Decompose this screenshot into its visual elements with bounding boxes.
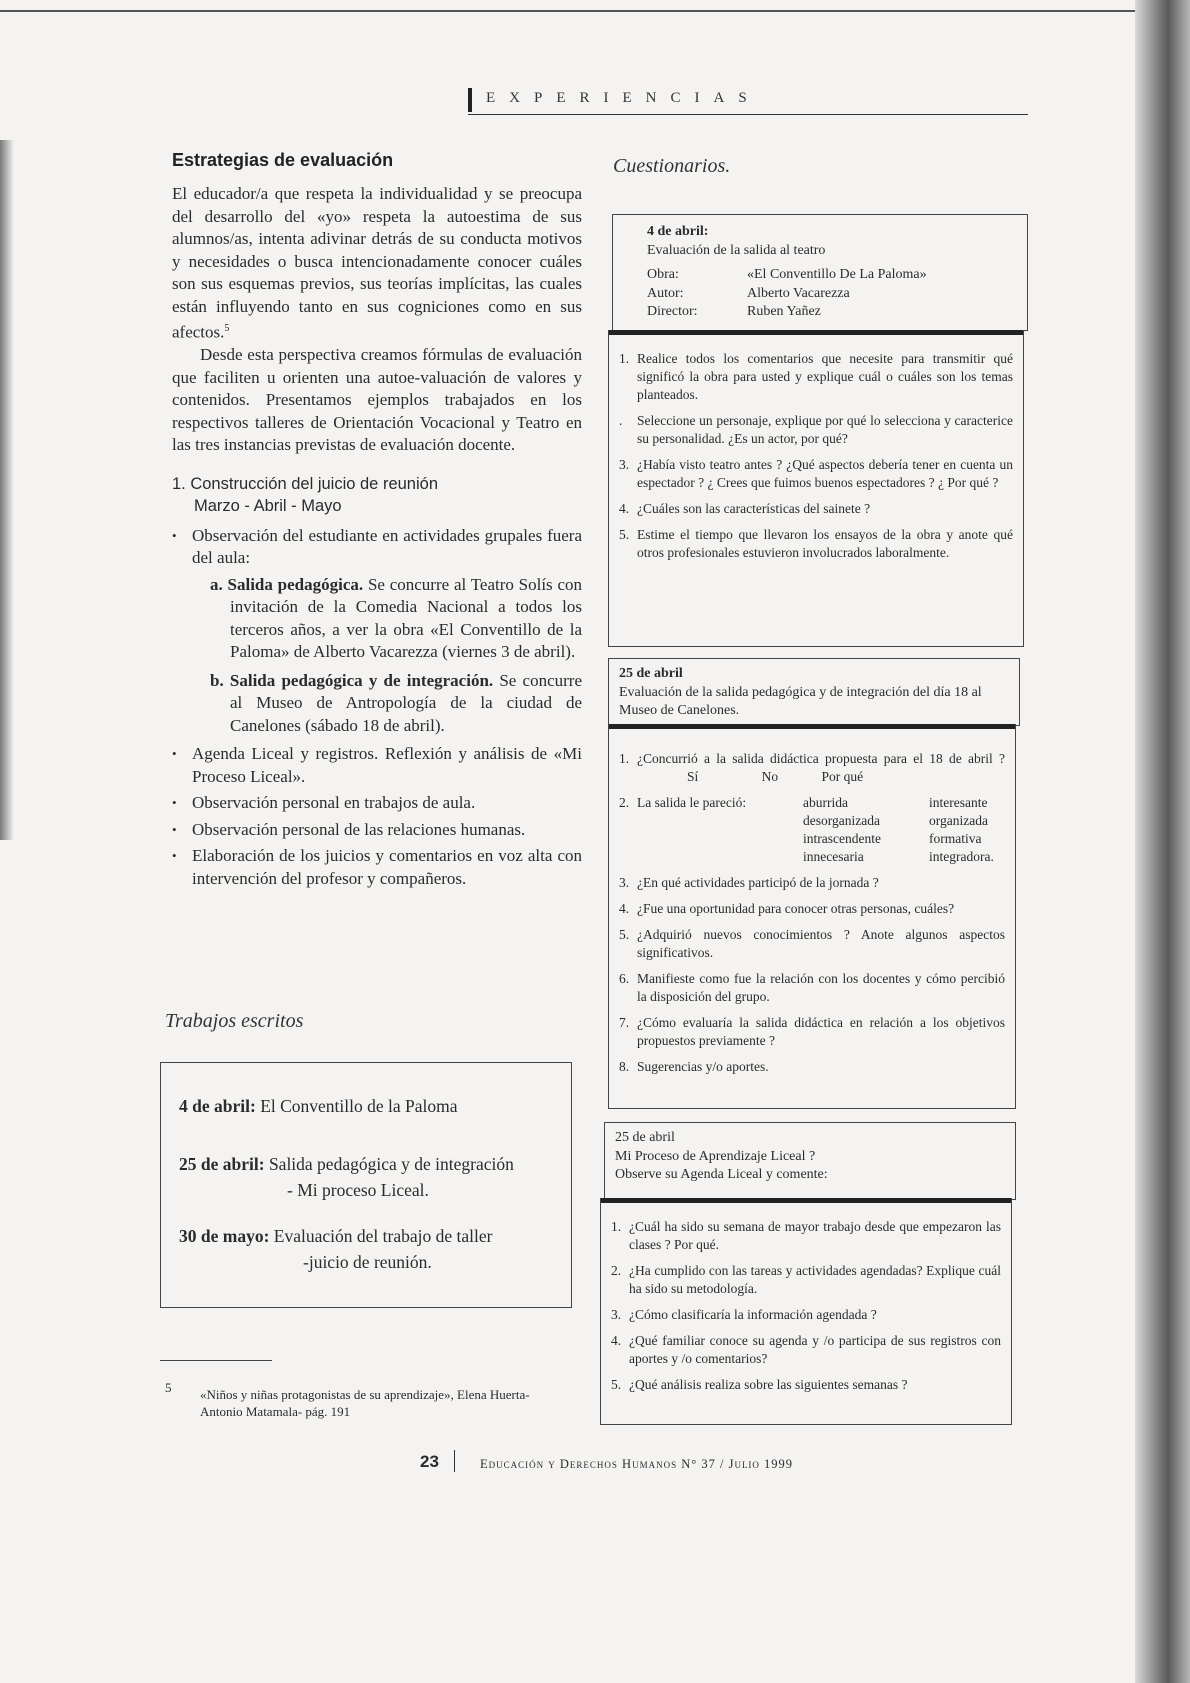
question-number: 4. <box>619 501 630 516</box>
questionnaire-3-list <box>611 1218 1001 1402</box>
question-number: 1. <box>619 751 630 766</box>
question-text: ¿En qué actividades participó de la jornada ? <box>637 875 879 890</box>
question <box>619 926 1005 962</box>
page-number: 23 <box>420 1452 439 1471</box>
question-text: ¿Qué familiar conoce su agenda y /o participa de sus registros con aportes y /o comentarios? <box>629 1333 1001 1366</box>
question-text: La salida le pareció: <box>637 795 747 810</box>
question <box>619 500 1013 518</box>
question-text: ¿Había visto teatro antes ? ¿Qué aspectos debería tener en cuenta un espectador ? ¿ Crees que fuimos buenos espectadores ? ¿ Por qué ? <box>637 457 1013 490</box>
meta-row <box>647 303 1017 322</box>
question <box>619 350 1013 404</box>
header-bar <box>468 88 472 112</box>
questionnaire-3-box <box>600 1198 1012 1425</box>
written-work-row <box>179 1223 492 1275</box>
answer-option: No <box>761 769 779 784</box>
meta-key: Autor: <box>647 285 684 301</box>
question <box>611 1262 1001 1298</box>
question-text: ¿Ha cumplido con las tareas y actividades agendadas? Explique cuál ha sido su metodología. <box>629 1263 1001 1296</box>
numbered-heading <box>172 473 582 517</box>
questionnaire-3-header-box <box>604 1122 1016 1200</box>
list-item-text: Observación del estudiante en actividades grupales fuera del aula: <box>192 525 582 568</box>
meta-key: Obra: <box>647 267 679 282</box>
written-work-text-cont: -juicio de reunión. <box>303 1252 432 1272</box>
question-number: 3. <box>619 875 630 890</box>
binding-shadow <box>0 140 14 840</box>
list-item <box>172 525 582 738</box>
question-text: ¿Qué análisis realiza sobre las siguientes semanas ? <box>629 1377 908 1392</box>
meta-value: «El Conventillo De La Paloma» <box>747 267 927 282</box>
question <box>619 970 1005 1006</box>
questionnaire-1-list <box>619 350 1013 570</box>
question-text: ¿Fue una oportunidad para conocer otras personas, cuáles? <box>637 901 955 916</box>
answer-option: innecesaria <box>803 849 864 864</box>
written-work-date: 4 de abril: <box>179 1096 256 1116</box>
answer-option: interesante <box>929 795 988 810</box>
question-text: ¿Concurrió a la salida didáctica propuesta para el 18 de abril ? <box>637 751 1005 766</box>
question-number: 5. <box>619 927 630 942</box>
sub-item-b <box>192 670 582 738</box>
written-work-date: 30 de mayo: <box>179 1226 270 1246</box>
thick-rule <box>601 1198 1011 1203</box>
question-number: 1. <box>619 351 630 366</box>
questionnaire-title: Mi Proceso de Aprendizaje Liceal ? <box>615 1148 816 1164</box>
thick-rule <box>609 330 1023 335</box>
sub-item-b-text: Se concurre al Museo de Antropología de la ciudad de Canelones (sábado 18 de abril). <box>230 670 582 735</box>
question <box>619 900 1005 918</box>
question <box>611 1218 1001 1254</box>
numbered-heading-sub: Marzo - Abril - Mayo <box>194 496 342 515</box>
meta-key: Director: <box>647 304 698 319</box>
question-text: ¿Cómo clasificaría la información agendada ? <box>629 1307 877 1322</box>
numbered-heading-title: 1. Construcción del juicio de reunión <box>172 474 438 493</box>
questionnaire-title-2: Observe su Agenda Liceal y comente: <box>615 1167 828 1182</box>
answer-option: integradora. <box>929 849 994 864</box>
paragraph-2: Desde esta perspectiva creamos fórmulas de evaluación que faciliten u orienten una autoe-valuación de valores y contenidos. Presentamos ejemplos trabajados en los respectivos talleres de Orientación Vocacional y Teatro en las tres instancias previstas de evaluación docente. <box>172 345 582 455</box>
question <box>619 874 1005 892</box>
question <box>611 1332 1001 1368</box>
footnote-rule <box>160 1360 272 1361</box>
questionnaire-2-header <box>609 659 1019 727</box>
meta-row <box>647 285 1017 304</box>
written-work-text: Salida pedagógica y de integración <box>268 1154 514 1174</box>
question-text: Realice todos los comentarios que necesite para transmitir qué significó la obra para usted y explique cuál o cuáles son los temas planteados. <box>637 351 1013 402</box>
footer-divider <box>454 1450 455 1472</box>
written-work-row <box>179 1151 514 1203</box>
questionnaire-title: Evaluación de la salida al teatro <box>647 242 826 258</box>
header-word: EXPERIENCIAS <box>486 90 761 106</box>
footnote-ref: 5 <box>224 323 230 334</box>
question-text: Manifieste como fue la relación con los docentes y cómo percibió la disposición del grupo. <box>637 971 1005 1004</box>
questionnaire-date: 25 de abril <box>619 666 683 681</box>
sub-item-a <box>192 574 582 664</box>
written-work-heading: Trabajos escritos <box>165 1010 304 1032</box>
question-text: ¿Adquirió nuevos conocimientos ? Anote algunos aspectos significativos. <box>637 927 1005 960</box>
questionnaire-1-box <box>608 330 1024 647</box>
questionnaire-2-header-box <box>608 658 1020 726</box>
list-item: • Observación personal en trabajos de aula. <box>172 792 582 815</box>
thick-rule <box>609 724 1015 729</box>
question-text: Estime el tiempo que llevaron los ensayos de la obra y anote qué otros profesionales estuvieron involucrados laboralmente. <box>637 527 1013 560</box>
question-number: 3. <box>611 1307 622 1322</box>
meta-row <box>647 266 1017 285</box>
written-work-row <box>179 1093 458 1119</box>
answer-option: intrascendente <box>803 831 881 846</box>
written-work-text-cont: - Mi proceso Liceal. <box>287 1180 429 1200</box>
questionnaire-1-header-box <box>612 214 1028 331</box>
question-number: 3. <box>619 457 630 472</box>
top-rule <box>0 10 1140 12</box>
answer-option: Sí <box>687 769 699 784</box>
section-title: Estrategias de evaluación <box>172 150 394 170</box>
question-text: Seleccione un personaje, explique por qué lo selecciona y caracterice su personalidad. ¿Es un actor, por qué? <box>637 413 1013 446</box>
questionnaire-date: 25 de abril <box>615 1130 675 1145</box>
list-item: • Elaboración de los juicios y comentarios en voz alta con intervención del profesor y compañeros. <box>172 845 582 890</box>
answer-options <box>637 794 1005 866</box>
answer-option: aburrida <box>803 795 848 810</box>
written-work-text: Evaluación del trabajo de taller <box>273 1226 493 1246</box>
paragraph-1 <box>172 183 582 344</box>
questionnaire-date: 4 de abril: <box>647 224 709 239</box>
question-number: 1. <box>611 1219 622 1234</box>
question-number: 5. <box>619 527 630 542</box>
question-number: 2. <box>611 1263 622 1278</box>
list-item: • Observación personal de las relaciones humanas. <box>172 819 582 842</box>
questionnaire-3-header <box>605 1123 1015 1191</box>
question <box>619 750 1005 786</box>
questionnaire-title: Evaluación de la salida pedagógica y de integración del día 18 al Museo de Canelones. <box>619 684 982 718</box>
answer-option: organizada <box>929 813 988 828</box>
meta-value: Ruben Yañez <box>747 304 821 319</box>
page-edge <box>1135 0 1190 1683</box>
question <box>619 456 1013 492</box>
footer-publication: Educación y Derechos Humanos N° 37 / Julio 1999 <box>480 1457 794 1471</box>
answer-option: formativa <box>929 831 982 846</box>
questionnaires-heading: Cuestionarios. <box>613 155 731 177</box>
question <box>611 1306 1001 1324</box>
written-work-text: El Conventillo de la Paloma <box>260 1096 458 1116</box>
question-number: 6. <box>619 971 630 986</box>
question-text: ¿Cómo evaluaría la salida didáctica en relación a los objetivos propuestos previamente ? <box>637 1015 1005 1048</box>
question <box>611 1376 1001 1394</box>
paragraph-1-text: El educador/a que respeta la individualidad y se preocupa del desarrollo del «yo» respeta la autoestima de sus alumnos/as, intenta adivinar detrás de su conducta motivos y necesidades o busca intencionadamente conocer cuáles son sus esquemas previos, sus teorías implícitas, las cuales están influyendo tanto en sus cogniciones como en sus afectos. <box>172 184 582 342</box>
question-text: ¿Cuáles son las características del sainete ? <box>637 501 871 516</box>
question-number: 8. <box>619 1059 630 1074</box>
list-item: • Agenda Liceal y registros. Reflexión y análisis de «Mi Proceso Liceal». <box>172 743 582 788</box>
question-number: 7. <box>619 1015 630 1030</box>
written-work-box <box>160 1062 572 1308</box>
answer-option: desorganizada <box>803 813 880 828</box>
footnote-text: «Niños y niñas protagonistas de su aprendizaje», Elena Huerta- Antonio Matamala- pág. 191 <box>200 1387 530 1419</box>
written-work-date: 25 de abril: <box>179 1154 265 1174</box>
question-number: 5. <box>611 1377 622 1392</box>
answer-option: Por qué <box>821 769 864 784</box>
question-number: 2. <box>619 795 630 810</box>
bullet-list <box>172 525 582 891</box>
question-text: Sugerencias y/o aportes. <box>637 1059 769 1074</box>
question-text: ¿Cuál ha sido su semana de mayor trabajo desde que empezaron las clases ? Por qué. <box>629 1219 1001 1252</box>
header-rule <box>468 114 1028 115</box>
question <box>619 1058 1005 1076</box>
question <box>619 794 1005 866</box>
sub-item-a-label: a. Salida pedagógica. <box>210 574 364 594</box>
question-number: . <box>619 413 623 428</box>
questionnaire-2-list <box>619 750 1005 1084</box>
left-column <box>172 150 582 894</box>
question-number: 4. <box>611 1333 622 1348</box>
footnote-number: 5 <box>165 1380 172 1395</box>
questionnaire-2-box <box>608 724 1016 1109</box>
section-header <box>468 88 1028 116</box>
sub-item-b-label: b. Salida pedagógica y de integración. <box>210 670 494 690</box>
meta-value: Alberto Vacarezza <box>747 285 850 301</box>
question <box>619 1014 1005 1050</box>
questionnaire-1-header <box>613 215 1027 328</box>
question <box>619 412 1013 448</box>
sub-item-a-text: Se concurre al Teatro Solís con invitación de la Comedia Nacional a todos los terceros años, a ver la obra «El Conventillo de la Paloma» de Alberto Vacarezza (viernes 3 de abril). <box>230 574 582 662</box>
question-number: 4. <box>619 901 630 916</box>
question <box>619 526 1013 562</box>
